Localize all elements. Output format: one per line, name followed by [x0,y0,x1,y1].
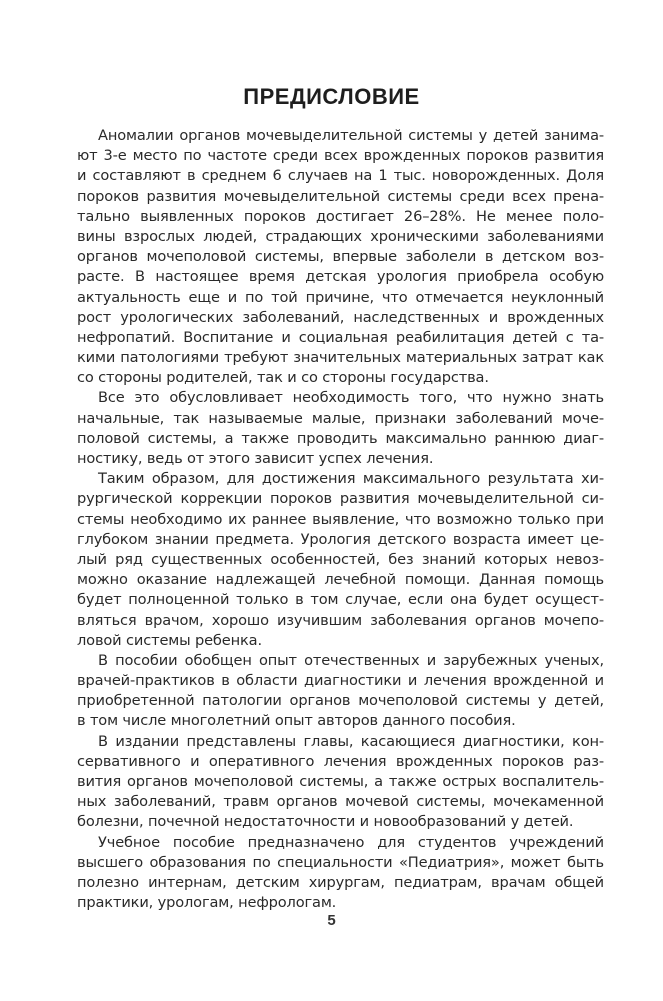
text-line: В пособии обобщен опыт отечественных и зарубежных ученых, [98,651,604,669]
paragraph [77,469,604,651]
text-line: вины взрослых людей, страдающих хроническими заболеваниями [77,227,604,245]
text-line: органов мочеполовой системы, впервые заболели в детском воз- [77,248,604,266]
text-line: вития органов мочеполовой системы, а также острых воспалитель- [77,773,604,790]
text-line: кими патологиями требуют значительных материальных затрат как [77,349,604,367]
text-line: и составляют в среднем 6 случаев на 1 тыс. новорожденных. Доля [77,167,604,185]
preface-body [77,126,604,913]
text-line: лый ряд существенных особенностей, без знаний которых невоз- [77,550,604,568]
text-line: ловой системы ребенка. [77,631,262,649]
text-line: расте. В настоящее время детская урология приобрела особую [77,268,604,286]
text-line: будет полноценной только в том случае, если она будет осущест- [77,591,604,609]
text-line: актуальность еще и по той причине, что отмечается неуклонный [77,288,604,306]
text-line: врачей-практиков в области диагностики и лечения врожденной и [77,672,604,690]
paragraph [77,833,604,914]
text-line: нефропатий. Воспитание и социальная реабилитация детей с та- [77,328,604,346]
text-line: начальные, так называемые малые, признаки заболеваний моче- [77,409,604,427]
text-line: Аномалии органов мочевыделительной системы у детей занима- [98,127,604,144]
text-line: стемы необходимо их раннее выявление, что возможно только при [77,510,604,528]
text-line: пороков развития мочевыделительной системы среди всех прена- [77,187,604,205]
text-line: рост урологических заболеваний, наследственных и врожденных [77,308,604,326]
text-line: Все это обусловливает необходимость того, что нужно знать [98,389,604,407]
text-line: сервативного и оперативного лечения врожденных пороков раз- [77,752,604,770]
text-line: полезно интернам, детским хирургам, педиатрам, врачам общей [77,873,604,891]
text-line: ют 3-е место по частоте среди всех врожденных пороков развития [77,147,604,165]
text-line: Учебное пособие предназначено для студентов учреждений [98,833,604,851]
paragraph [77,732,604,833]
page-title: ПРЕДИСЛОВИЕ [243,84,420,109]
text-line: В издании представлены главы, касающиеся диагностики, кон- [98,732,604,750]
paragraph [77,651,604,732]
page-number: 5 [327,912,336,929]
text-line: глубоком знании предмета. Урология детского возраста имеет це- [77,530,604,548]
text-line: практики, урологам, нефрологам. [77,894,337,912]
text-line: Таким образом, для достижения максимального результата хи- [98,470,604,488]
text-line: болезни, почечной недостаточности и новообразований у детей. [77,813,574,831]
text-line: высшего образования по специальности «Педиатрия», может быть [77,853,604,871]
text-line: рургической коррекции пороков развития мочевыделительной си- [77,490,604,508]
text-line: тально выявленных пороков достигает 26–28%. Не менее поло- [77,207,604,225]
text-line: половой системы, а также проводить максимально раннюю диаг- [77,429,604,447]
text-line: ностику, ведь от этого зависит успех лечения. [77,450,434,467]
text-line: можно оказание надлежащей лечебной помощи. Данная помощь [77,571,604,589]
text-line: со стороны родителей, так и со стороны государства. [77,369,489,387]
text-line: приобретенной патологии органов мочеполовой системы у детей, [77,692,604,710]
text-line: в том числе многолетний опыт авторов данного пособия. [77,712,516,730]
paragraph [77,388,604,469]
text-line: вляться врачом, хорошо изучившим заболевания органов мочепо- [77,611,604,629]
paragraph [77,126,604,388]
text-line: ных заболеваний, травм органов мочевой системы, мочекаменной [77,793,604,811]
